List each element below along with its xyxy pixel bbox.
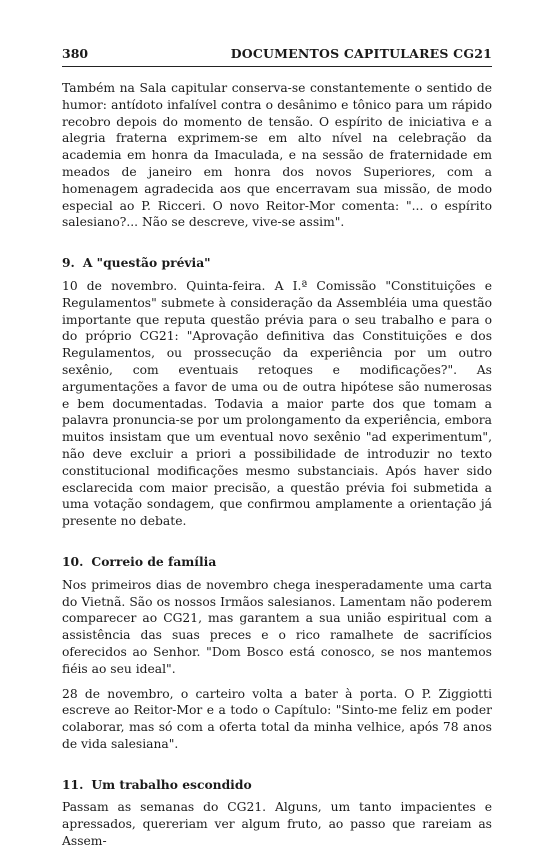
section-number: 11. [62, 776, 84, 792]
section-heading-11 [62, 777, 492, 794]
section-number: 9. [62, 255, 75, 271]
section-title: Um trabalho escondido [91, 776, 252, 792]
header-rule [62, 66, 492, 67]
paragraph: 10 de novembro. Quinta-feira. A I.ª Comissão "Constituições e Regulamentos" submete à consideração da Assembléia uma questão importante que reputa questão prévia para o seu trabalho e para o do próprio CG21: "Aprovação definitiva das Constituições e dos Regulamentos, ou prossecução da experiência por um outro sexênio, com eventuais retoques e modificações?". As argumentações a favor de uma ou de outra hipótese são numerosas e bem documentadas. Todavia a maior parte dos que tomam a palavra pronuncia-se por um prolongamento da experiência, embora muitos insistam que um eventual novo sexênio "ad experimentum", não deve excluir a priori a possibilidade de introduzir no texto constitucional modificações mesmo substanciais. Após haver sido esclarecida com maior precisão, a questão prévia foi submetida a uma votação sondagem, que confirmou amplamente a orientação já presente no debate. [62, 278, 492, 529]
intro-paragraph: Também na Sala capitular conserva-se constantemente o sentido de humor: antídoto infalível contra o desânimo e tônico para um rápido recobro depois do momento de tensão. O espírito de iniciativa e a alegria fraterna exprimem-se em alto nível na celebração da academia em honra da Imaculada, e na sessão de fraternidade em meados de janeiro em honra dos novos Superiores, com a homenagem agradecida aos que encerravam sua missão, de modo especial ao P. Ricceri. O novo Reitor-Mor comenta: "... o espírito salesiano?... Não se descreve, vive-se assim". [62, 81, 492, 230]
section-number: 10. [62, 553, 84, 569]
section-title: Correio de família [91, 553, 217, 569]
body-text [62, 80, 492, 850]
section-heading-10 [62, 554, 492, 571]
page-number: 380 [62, 46, 89, 61]
paragraph: 28 de novembro, o carteiro volta a bater à porta. O P. Ziggiotti escreve ao Reitor-Mor e a todo o Capítulo: "Sinto-me feliz em poder colaborar, mas só com a oferta total da minha velhice, após 78 anos de vida salesiana". [62, 686, 492, 751]
running-header [62, 46, 492, 64]
paragraph: Nos primeiros dias de novembro chega inesperadamente uma carta do Vietnã. São os nossos Irmãos salesianos. Lamentam não poderem comparecer ao CG21, mas garantem a sua união espiritual com a assistência das suas preces e o rico ramalhete de sacrifícios oferecidos ao Senhor. "Dom Bosco está conosco, se nos mantemos fiéis ao seu ideal". [62, 577, 492, 676]
paragraph: Passam as semanas do CG21. Alguns, um tanto impacientes e apressados, quereriam ver algum fruto, ao passo que rareiam as Assem- [62, 800, 492, 849]
running-title: DOCUMENTOS CAPITULARES CG21 [230, 46, 492, 61]
section-title: A "questão prévia" [82, 255, 211, 271]
section-heading-9 [62, 255, 492, 272]
